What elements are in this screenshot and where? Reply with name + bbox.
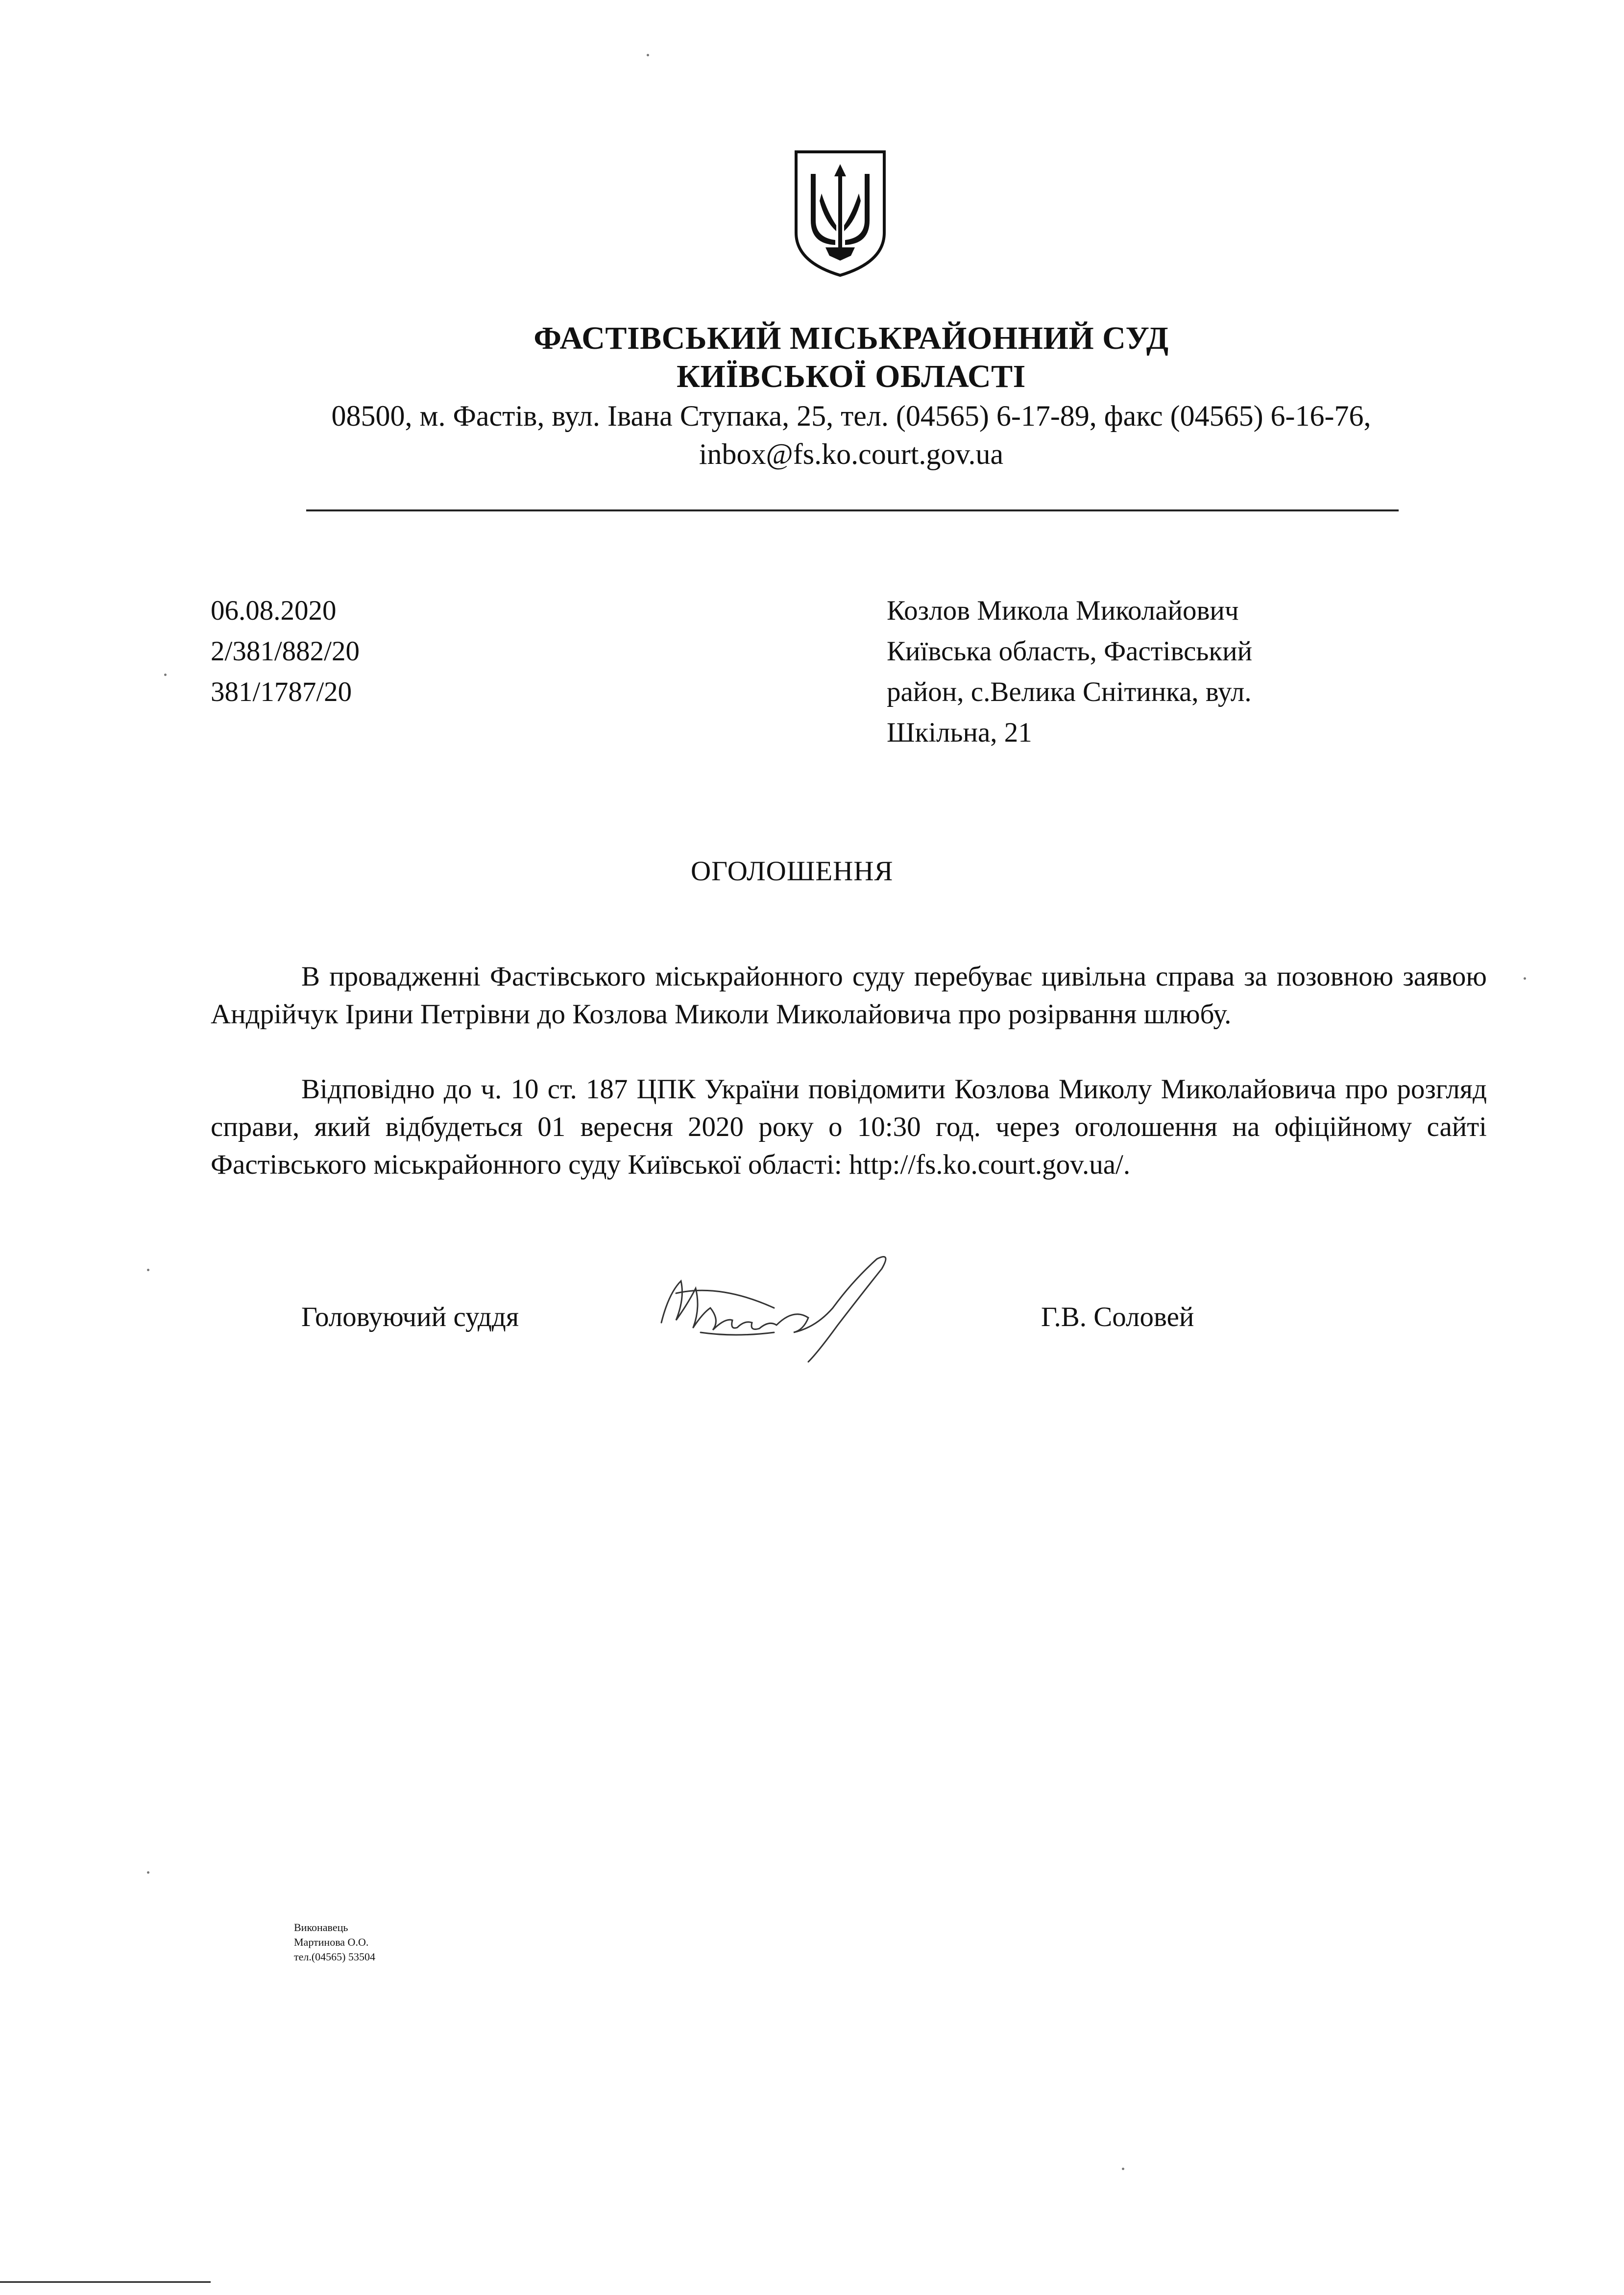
recipient-address-line: Київська область, Фастівський <box>887 636 1253 667</box>
body-paragraph-2 <box>211 1070 1487 1184</box>
executor-phone: тел.(04565) 53504 <box>294 1951 376 1963</box>
executor-block <box>294 1920 375 1964</box>
scan-speck <box>147 1871 149 1874</box>
footer-line <box>0 2281 211 2283</box>
document-title: ОГОЛОШЕННЯ <box>691 856 894 887</box>
signature-label: Головуючий суддя <box>301 1302 519 1332</box>
court-name-line2: КИЇВСЬКОЇ ОБЛАСТІ <box>677 359 1026 394</box>
document-date: 06.08.2020 <box>211 595 337 626</box>
executor-name: Мартинова О.О. <box>294 1936 369 1948</box>
judge-name: Г.В. Соловей <box>1041 1302 1194 1332</box>
scan-speck <box>147 1269 149 1271</box>
scan-speck <box>1524 977 1526 980</box>
court-name-line1: ФАСТІВСЬКИЙ МІСЬКРАЙОННИЙ СУД <box>533 320 1169 356</box>
body-paragraph-1 <box>211 958 1487 1033</box>
scan-speck <box>647 54 649 56</box>
case-number: 2/381/882/20 <box>211 636 360 667</box>
document-references <box>211 590 360 712</box>
scan-speck <box>1122 2168 1124 2170</box>
recipient-address-line: Шкільна, 21 <box>887 717 1032 748</box>
header-divider <box>306 509 1399 511</box>
recipient-block <box>887 590 1252 753</box>
paragraph-text: В провадженні Фастівського міськрайонного суду перебуває цивільна справа за позовною заявою Андрійчук Ірини Петрівни до Козлова Миколи Миколайовича про розірвання шлюбу. <box>211 961 1487 1030</box>
coat-of-arms-icon <box>791 147 889 279</box>
court-email: inbox@fs.ko.court.gov.ua <box>699 438 1004 470</box>
handwritten-signature <box>647 1234 921 1372</box>
scan-speck <box>164 674 167 676</box>
executor-label: Виконавець <box>294 1921 348 1933</box>
court-address: 08500, м. Фастів, вул. Івана Ступака, 25, тел. (04565) 6-17-89, факс (04565) 6-16-76, <box>331 400 1371 432</box>
paragraph-text: Відповідно до ч. 10 ст. 187 ЦПК України повідомити Козлова Миколу Миколайовича про розгляд справи, який відбудеться 01 вересня 2020 року о 10:30 год. через оголошення на офіційному сайті Фастівського міськрайонного суду Київської області: http://fs.ko.court.gov.ua/. <box>211 1074 1487 1180</box>
recipient-address-line: район, с.Велика Снітинка, вул. <box>887 676 1252 707</box>
recipient-name: Козлов Микола Миколайович <box>887 595 1239 626</box>
proceeding-number: 381/1787/20 <box>211 676 352 707</box>
